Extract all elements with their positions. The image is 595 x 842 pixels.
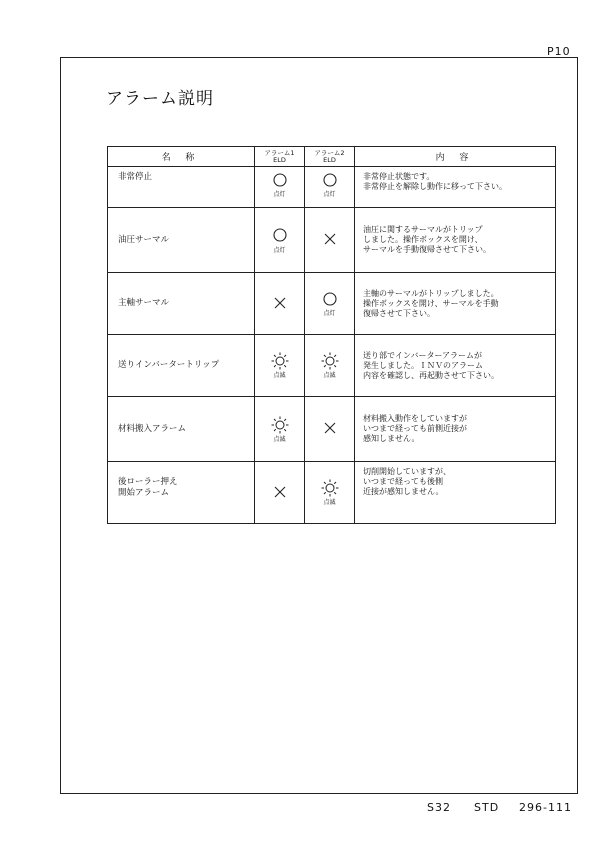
alarm1-cell: [255, 273, 305, 335]
alarm-description: [355, 335, 556, 397]
alarm-name: [108, 167, 255, 208]
alarm1-cell: [255, 335, 305, 397]
led-symbol-icon: [255, 415, 304, 433]
alarm-name: [108, 397, 255, 462]
header-alarm2-eld: ELD: [323, 155, 336, 164]
led-symbol-icon: [255, 351, 304, 369]
led-state-label: 点灯: [273, 191, 286, 198]
alarm-name: [108, 335, 255, 397]
alarm-description: [355, 462, 556, 524]
description-line: しました。操作ボックスを開け、: [363, 235, 483, 244]
led-symbol-icon: [305, 478, 354, 496]
table-row: [108, 273, 556, 335]
header-name: 名 称: [108, 147, 255, 167]
alarm2-cell: [305, 208, 355, 273]
alarm-name-line: 開始アラーム: [118, 488, 170, 498]
footer-code-3: 296-111: [519, 801, 572, 814]
header-alarm2-label: アラーム2: [314, 148, 345, 157]
led-symbol-icon: [255, 226, 304, 244]
footer-code-2: STD: [474, 801, 500, 814]
alarm-name: [108, 208, 255, 273]
alarm2-cell: [305, 462, 355, 524]
description-line: 近接が感知しません。: [363, 487, 444, 496]
led-symbol-icon: [305, 289, 354, 307]
alarm-description: [355, 273, 556, 335]
alarm-name-line: 後ローラー押え: [118, 477, 178, 487]
alarm-name-line: 送りインバータートリップ: [118, 360, 220, 370]
led-state-label: 点滅: [273, 435, 286, 443]
description-line: 主軸のサーマルがトリップしました。: [363, 288, 499, 298]
page-number: P10: [547, 45, 571, 58]
header-alarm1-eld: ELD: [273, 155, 286, 164]
led-symbol-icon: [305, 351, 354, 369]
header-alarm1-label: アラーム1: [264, 148, 295, 157]
led-state-label: 点灯: [323, 191, 336, 198]
alarm-name: [108, 273, 255, 335]
alarm2-cell: [305, 397, 355, 462]
table-row: [108, 462, 556, 524]
alarm-name-line: 主軸サーマル: [118, 298, 170, 308]
description-line: いつまで経っても後側: [363, 477, 443, 486]
description-line: 非常停止状態です。: [363, 172, 435, 181]
led-symbol-icon: [305, 230, 354, 248]
alarm-name: [108, 462, 255, 524]
alarm-description: [355, 397, 556, 462]
led-symbol-icon: [255, 170, 304, 188]
document-title: アラーム説明: [106, 89, 214, 109]
alarm1-cell: [255, 167, 305, 208]
description-line: 内容を確認し、再起動させて下さい。: [363, 370, 499, 380]
led-state-label: 点灯: [273, 246, 286, 254]
alarm2-cell: [305, 335, 355, 397]
alarm1-cell: [255, 397, 305, 462]
description-line: 送り部でインバーターアラームが: [363, 350, 483, 360]
header-content: 内 容: [355, 147, 556, 167]
led-state-label: 点滅: [323, 372, 336, 379]
alarm-name-line: 材料搬入アラーム: [118, 423, 187, 434]
table-header-row: [108, 147, 556, 167]
alarm-table: [107, 146, 556, 524]
table-row: [108, 397, 556, 462]
led-symbol-icon: [255, 482, 304, 500]
alarm-description: [355, 208, 556, 273]
alarm-name-line: 油圧サーマル: [118, 234, 170, 245]
alarm2-cell: [305, 167, 355, 208]
description-line: 切削開始していますが、: [363, 467, 451, 476]
description-line: サーマルを手動復帰させて下さい。: [363, 245, 491, 254]
description-line: 操作ボックスを開け、サーマルを手動: [363, 298, 499, 308]
led-state-label: 点滅: [323, 499, 336, 506]
footer-code-1: S32: [427, 801, 451, 814]
description-line: 復帰させて下さい。: [363, 308, 435, 318]
led-symbol-icon: [305, 170, 354, 188]
table-row: [108, 208, 556, 273]
header-alarm2: [305, 147, 355, 167]
alarm1-cell: [255, 208, 305, 273]
table-row: [108, 167, 556, 208]
alarm2-cell: [305, 273, 355, 335]
led-symbol-icon: [305, 419, 354, 437]
alarm-description: [355, 167, 556, 208]
led-state-label: 点滅: [273, 372, 286, 379]
description-line: 感知しません。: [363, 434, 420, 443]
alarm-name-line: 非常停止: [118, 172, 153, 182]
led-state-label: 点灯: [323, 310, 336, 317]
table-row: [108, 335, 556, 397]
description-line: 材料搬入動作をしていますが: [363, 414, 467, 423]
alarm1-cell: [255, 462, 305, 524]
led-symbol-icon: [255, 293, 304, 311]
description-line: いつまで経っても前側近接が: [363, 424, 467, 433]
description-line: 発生しました。ＩＮＶのアラーム: [363, 360, 483, 370]
header-alarm1: [255, 147, 305, 167]
description-line: 油圧に関するサーマルがトリップ: [363, 225, 483, 234]
description-line: 非常停止を解除し動作に移って下さい。: [363, 182, 507, 191]
